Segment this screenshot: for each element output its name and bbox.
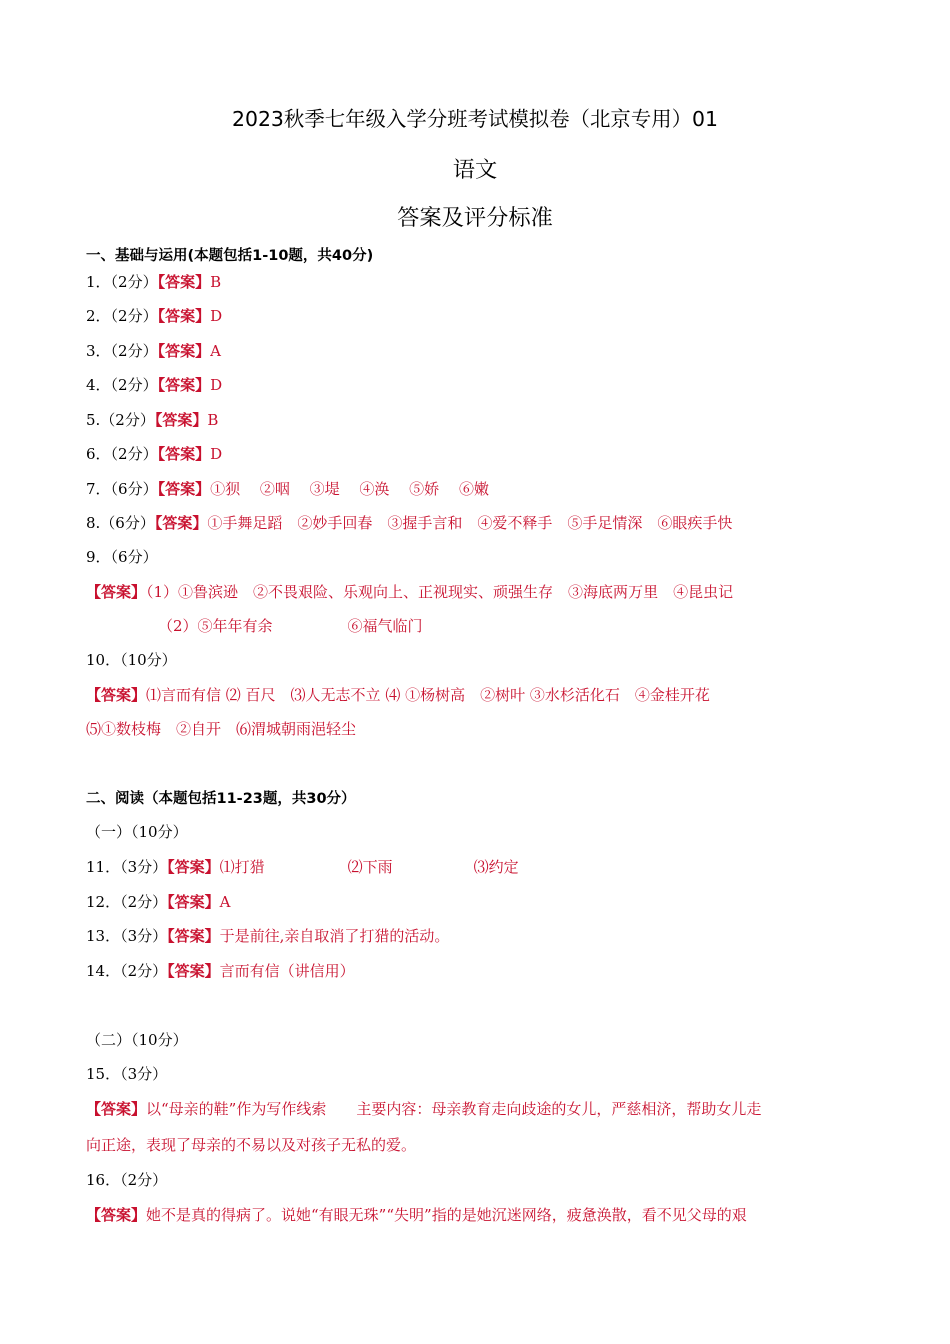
answer-text: 于是前往,亲自取消了打猎的活动。: [219, 927, 450, 945]
answer-tag: 【答案】: [157, 273, 211, 291]
question-number: 11．（3分）: [86, 858, 168, 876]
answer-line: [86, 444, 222, 464]
answer-text: B: [210, 273, 222, 291]
answer-tag: 【答案】: [154, 411, 208, 429]
question-number: 7．（6分）: [86, 480, 158, 498]
answer-text: ①手舞足蹈 ②妙手回春 ③握手言和 ④爱不释手 ⑤手足情深 ⑥眼疾手快: [207, 514, 733, 532]
answer-tag: 【答案】: [157, 480, 211, 498]
answer-tag: 【答案】: [167, 962, 220, 980]
answer-text: ①狈 ②咽 ③堤 ④涣 ⑤娇 ⑥嫩: [210, 480, 489, 498]
answer-text: ⑴言而有信 ⑵ 百尺 ⑶人无志不立 ⑷ ①杨树高 ②树叶 ③水杉活化石 ④金桂开花: [146, 686, 710, 704]
answer-tag: 【答案】: [157, 342, 211, 360]
answer-text: ⑴打猎: [219, 858, 265, 876]
section2-heading: 二、阅读（本题包括11-23题，共30分）: [86, 791, 356, 807]
question-number: 3．（2分）: [86, 342, 158, 360]
answer-tag: 【答案】: [167, 858, 220, 876]
answer-tag: 【答案】: [157, 376, 211, 394]
part-label: （二）（10分）: [86, 1031, 188, 1049]
question-number: 15．（3分）: [86, 1065, 168, 1083]
answer-line: [86, 341, 221, 361]
question-number: 14．（2分）: [86, 962, 168, 980]
question-number: 2．（2分）: [86, 307, 158, 325]
answer-text: D: [210, 307, 223, 325]
answer-line: [86, 961, 355, 981]
answer-tag: 【答案】: [157, 445, 211, 463]
question-number: 10．（10分）: [86, 651, 177, 669]
answer-line: [86, 857, 519, 877]
answer-tag: 【答案】: [167, 927, 220, 945]
answer-tag: 【答案】: [86, 583, 147, 601]
answer-line: [86, 513, 732, 533]
question-number: 8.（6分）: [86, 514, 155, 532]
exam-title: 2023秋季七年级入学分班考试模拟卷（北京专用）01: [231, 107, 719, 131]
answer-line: [86, 410, 218, 430]
answer-text: 以“母亲的鞋”作为写作线索 主要内容：母亲教育走向歧途的女儿，严慈相济，帮助女儿走: [146, 1100, 762, 1118]
answer-text: A: [210, 342, 221, 360]
answer-tag: 【答案】: [86, 686, 147, 704]
section1-heading: 一、基础与运用(本题包括1-10题，共40分): [86, 248, 374, 264]
answer-text: A: [219, 893, 231, 911]
question-number: 5.（2分）: [86, 411, 155, 429]
question-number: 4．（2分）: [86, 376, 158, 394]
answer-text: 她不是真的得病了。说她“有眼无珠”“失明”指的是她沉迷网络，疲惫涣散，看不见父母的艰: [146, 1206, 747, 1224]
answer-line: [86, 272, 221, 292]
answer-line: [86, 926, 449, 946]
subject-title: 语文: [452, 157, 498, 183]
answer-line: [86, 479, 489, 499]
question-number: 9．（6分）: [86, 548, 158, 566]
part-label: （一）（10分）: [86, 823, 188, 841]
answer-text: D: [210, 376, 223, 394]
question-number: 1．（2分）: [86, 273, 158, 291]
answer-text: （1）①鲁滨逊 ②不畏艰险、乐观向上、正视现实、顽强生存 ③海底两万里 ④昆虫记: [146, 583, 734, 601]
question-number: 16．（2分）: [86, 1171, 168, 1189]
answer-line: [86, 1099, 761, 1119]
answer-line: [86, 582, 733, 602]
answer-text: B: [207, 411, 219, 429]
answer-key-title: 答案及评分标准: [397, 205, 553, 231]
answer-text: ⑶约定: [473, 858, 519, 876]
question-number: 12．（2分）: [86, 893, 168, 911]
question-number: 13．（3分）: [86, 927, 168, 945]
answer-line: [86, 375, 222, 395]
answer-tag: 【答案】: [86, 1100, 147, 1118]
answer-tag: 【答案】: [86, 1206, 147, 1224]
answer-text: （2）⑤年年有余 ⑥福气临门: [158, 617, 423, 635]
answer-line: [86, 892, 231, 912]
answer-text: ⑸①数枝梅 ②自开 ⑹渭城朝雨浥轻尘: [86, 720, 357, 738]
answer-tag: 【答案】: [154, 514, 208, 532]
question-number: 6．（2分）: [86, 445, 158, 463]
answer-text: 言而有信（讲信用）: [219, 962, 355, 980]
answer-text: D: [210, 445, 223, 463]
answer-tag: 【答案】: [157, 307, 211, 325]
answer-tag: 【答案】: [167, 893, 220, 911]
answer-text: 向正途，表现了母亲的不易以及对孩子无私的爱。: [86, 1136, 417, 1154]
answer-line: [86, 1205, 747, 1225]
answer-line: [86, 685, 710, 705]
answer-text: ⑵下雨: [347, 858, 393, 876]
answer-line: [86, 306, 222, 326]
